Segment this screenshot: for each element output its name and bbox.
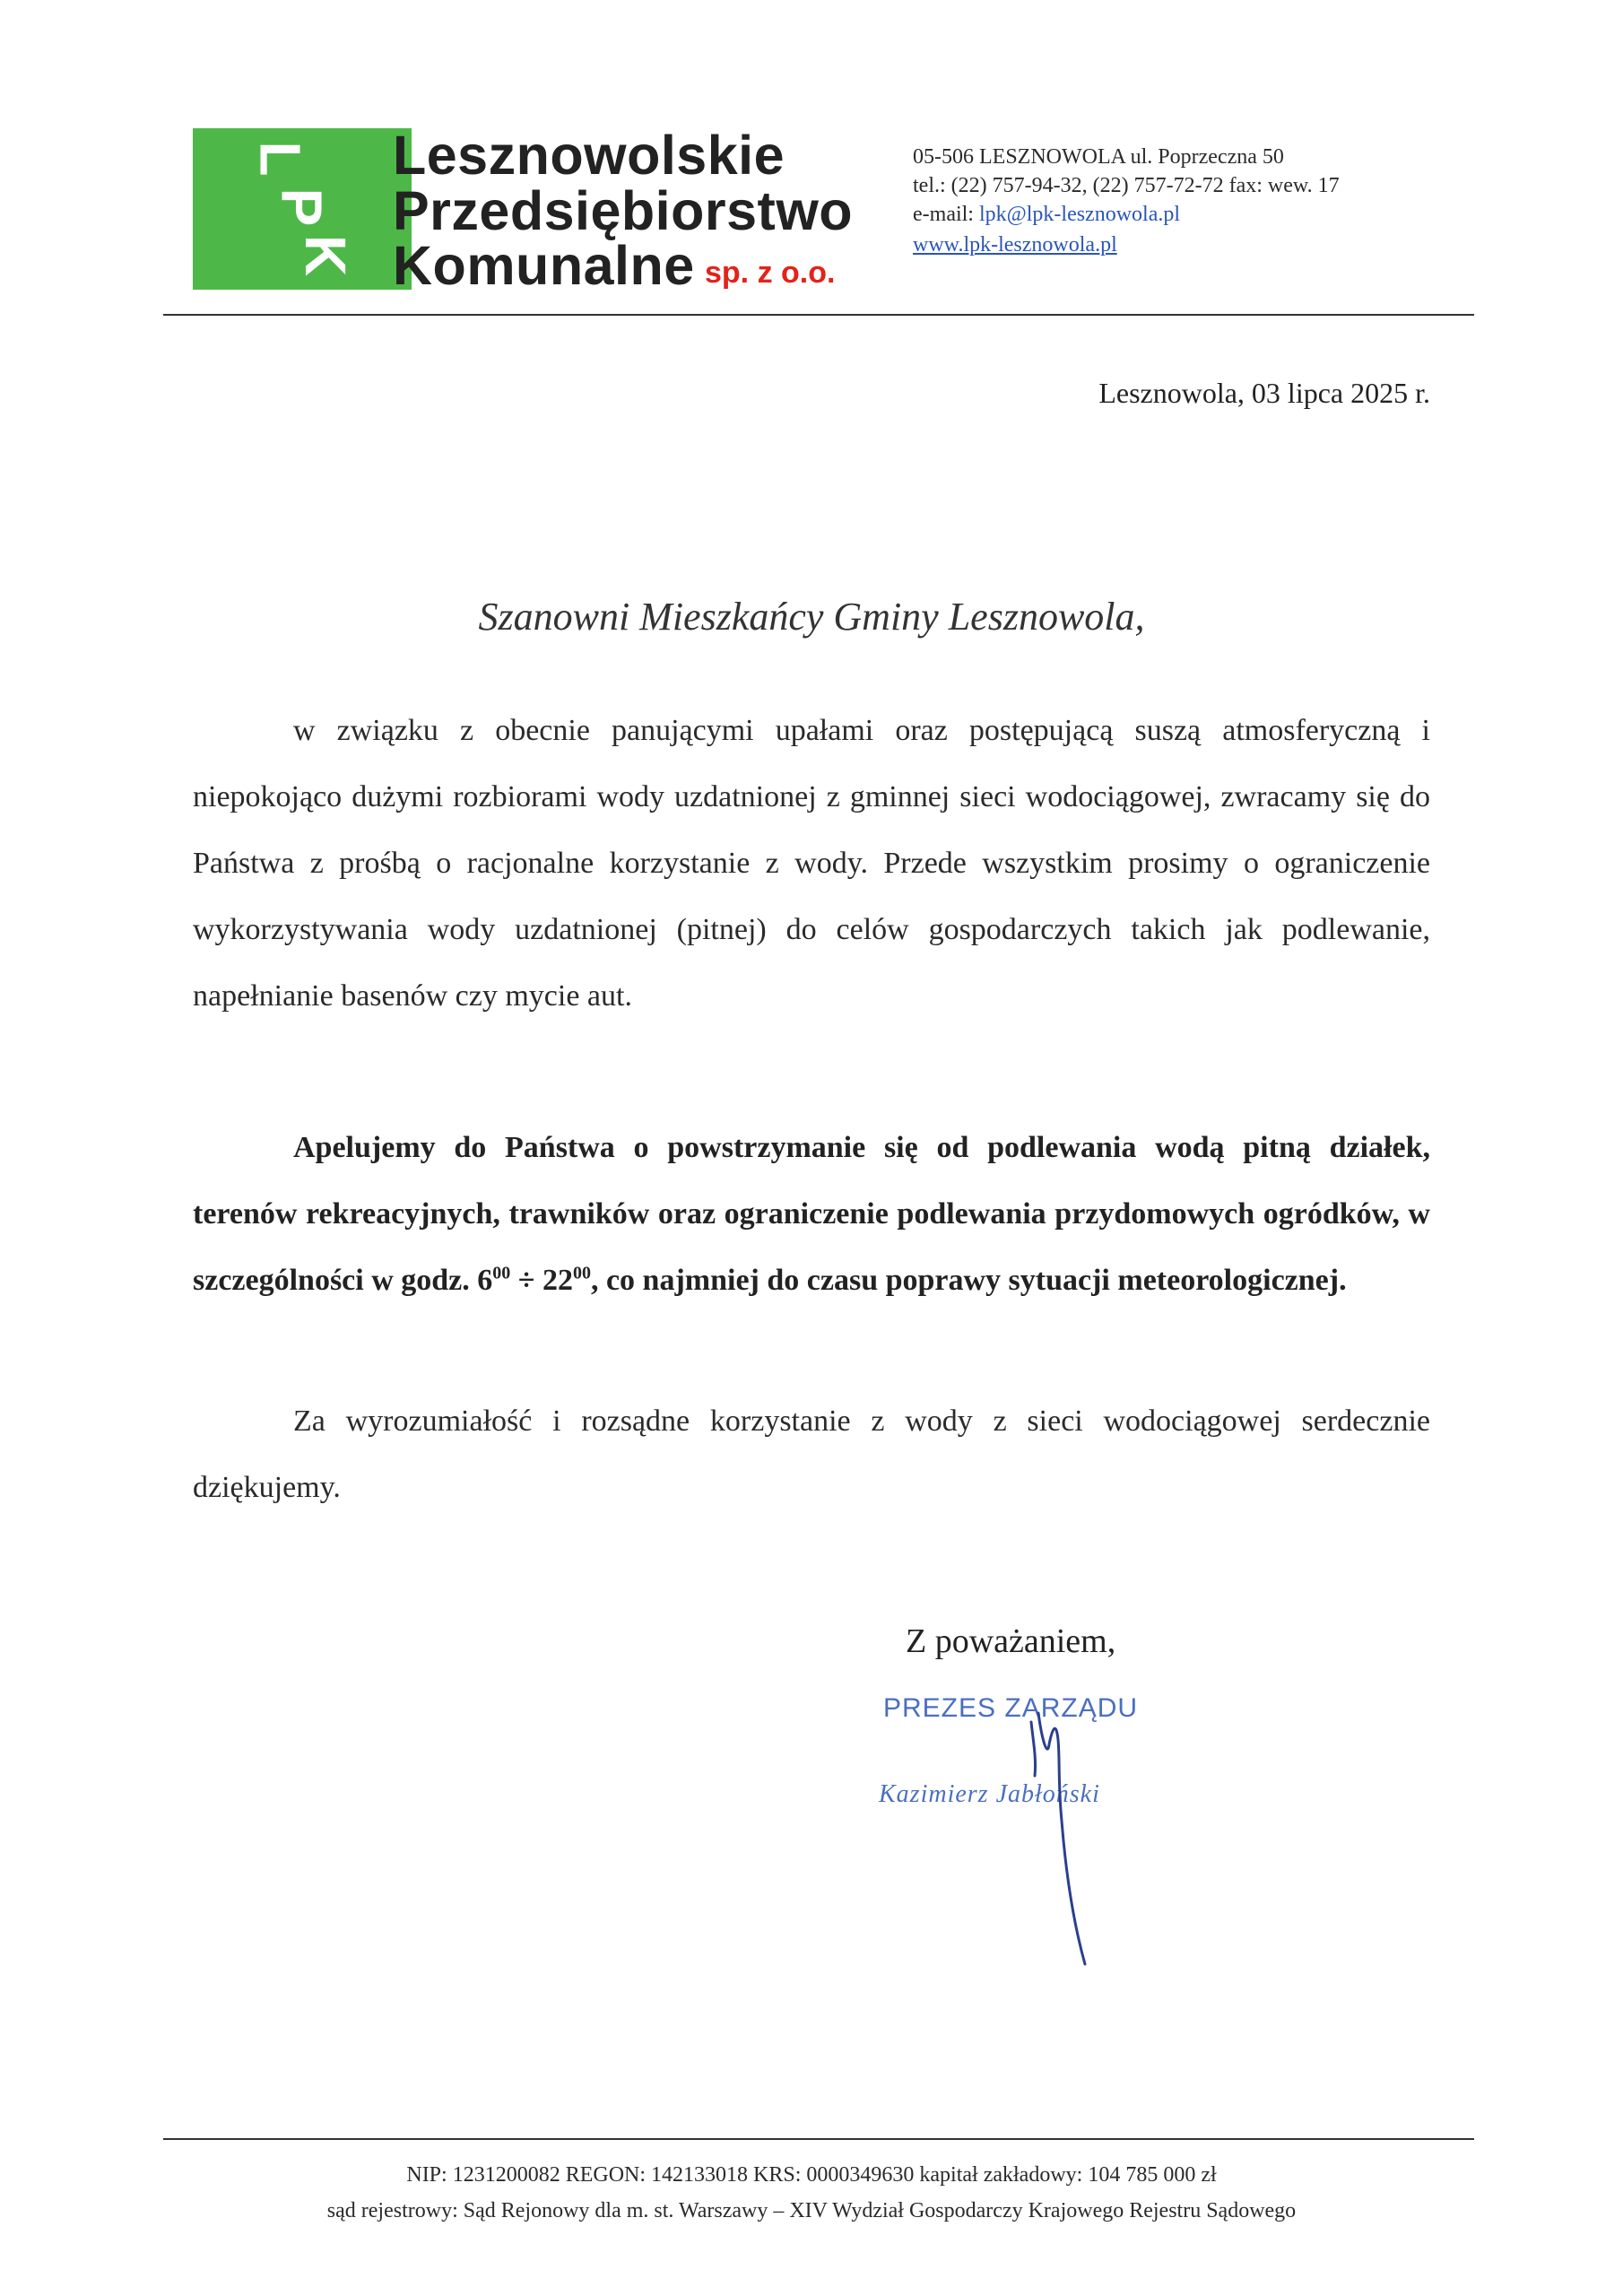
paragraph-appeal xyxy=(193,1115,1430,1314)
company-name-line-3: Komunalne xyxy=(393,235,695,296)
footer-court-registry: sąd rejestrowy: Sąd Rejonowy dla m. st. Warszawy – XIV Wydział Gospodarczy Krajowego Rejestru Sądowego xyxy=(326,2199,1297,2222)
stamp-name: Kazimierz Jabłoński xyxy=(879,1780,1100,1808)
company-legal-form: sp. z o.o. xyxy=(705,256,836,290)
logo-letter-l: L xyxy=(247,141,313,177)
salutation: Szanowni Mieszkańcy Gminy Lesznowola, xyxy=(478,595,1145,639)
paragraph-request: w związku z obecnie panującymi upałami oraz postępującą suszą atmosferyczną i niepokojąco dużymi rozbiorami wody uzdatnionej z gminnej sieci wodociągowej, zwracamy się do Państwa z prośbą o racjonalne korzystanie z wody. Przede wszystkim prosimy o ograniczenie wykorzystywania wody uzdatnionej (pitnej) do celów gospodarczych takich jak podlewanie, napełnianie basenów czy mycie aut. xyxy=(193,714,1430,1013)
company-logo xyxy=(193,128,412,290)
email-label: e-mail: xyxy=(913,203,979,226)
company-name-line-1: Lesznowolskie xyxy=(393,125,785,186)
closing-phrase: Z poważaniem, xyxy=(906,1622,1116,1660)
handwritten-signature xyxy=(1022,1704,1130,1973)
website-link[interactable]: www.lpk-lesznowola.pl xyxy=(913,233,1117,257)
stamp-title: PREZES ZARZĄDU xyxy=(883,1693,1139,1723)
paragraph-thanks: Za wyrozumiałość i rozsądne korzystanie z wody z sieci wodociągowej serdecznie dziękujemy. xyxy=(193,1405,1430,1504)
company-name-line-2: Przedsiębiorstwo xyxy=(393,180,854,241)
contact-address: 05-506 LESZNOWOLA ul. Poprzeczna 50 xyxy=(913,145,1284,169)
header-divider xyxy=(163,314,1474,316)
logo-letter-k: K xyxy=(293,234,359,277)
appeal-time-end-minutes: 00 xyxy=(572,1263,591,1283)
footer-company-ids: NIP: 1231200082 REGON: 142133018 KRS: 0000349630 kapitał zakładowy: 104 785 000 zł xyxy=(406,2163,1217,2187)
email-link[interactable]: lpk@lpk-lesznowola.pl xyxy=(978,203,1181,226)
contact-website-row xyxy=(913,231,1117,258)
logo-letter-p: P xyxy=(269,187,334,227)
letter-date: Lesznowola, 03 lipca 2025 r. xyxy=(1098,377,1430,409)
appeal-time-start-minutes: 00 xyxy=(492,1263,511,1283)
appeal-text-mid: ÷ 22 xyxy=(510,1264,573,1297)
appeal-text-start: Apelujemy do Państwa o powstrzymanie się od podlewania wodą pitną działek, terenów rekreacyjnych, trawników oraz ograniczenie podlewania przydomowych ogródków, w szczególności w godz. 6 xyxy=(193,1131,1430,1297)
contact-email-row xyxy=(913,201,1180,228)
appeal-text-end: , co najmniej do czasu poprawy sytuacji meteorologicznej. xyxy=(590,1264,1347,1297)
footer-divider xyxy=(163,2138,1474,2140)
contact-phone: tel.: (22) 757-94-32, (22) 757-72-72 fax: wew. 17 xyxy=(913,174,1340,197)
